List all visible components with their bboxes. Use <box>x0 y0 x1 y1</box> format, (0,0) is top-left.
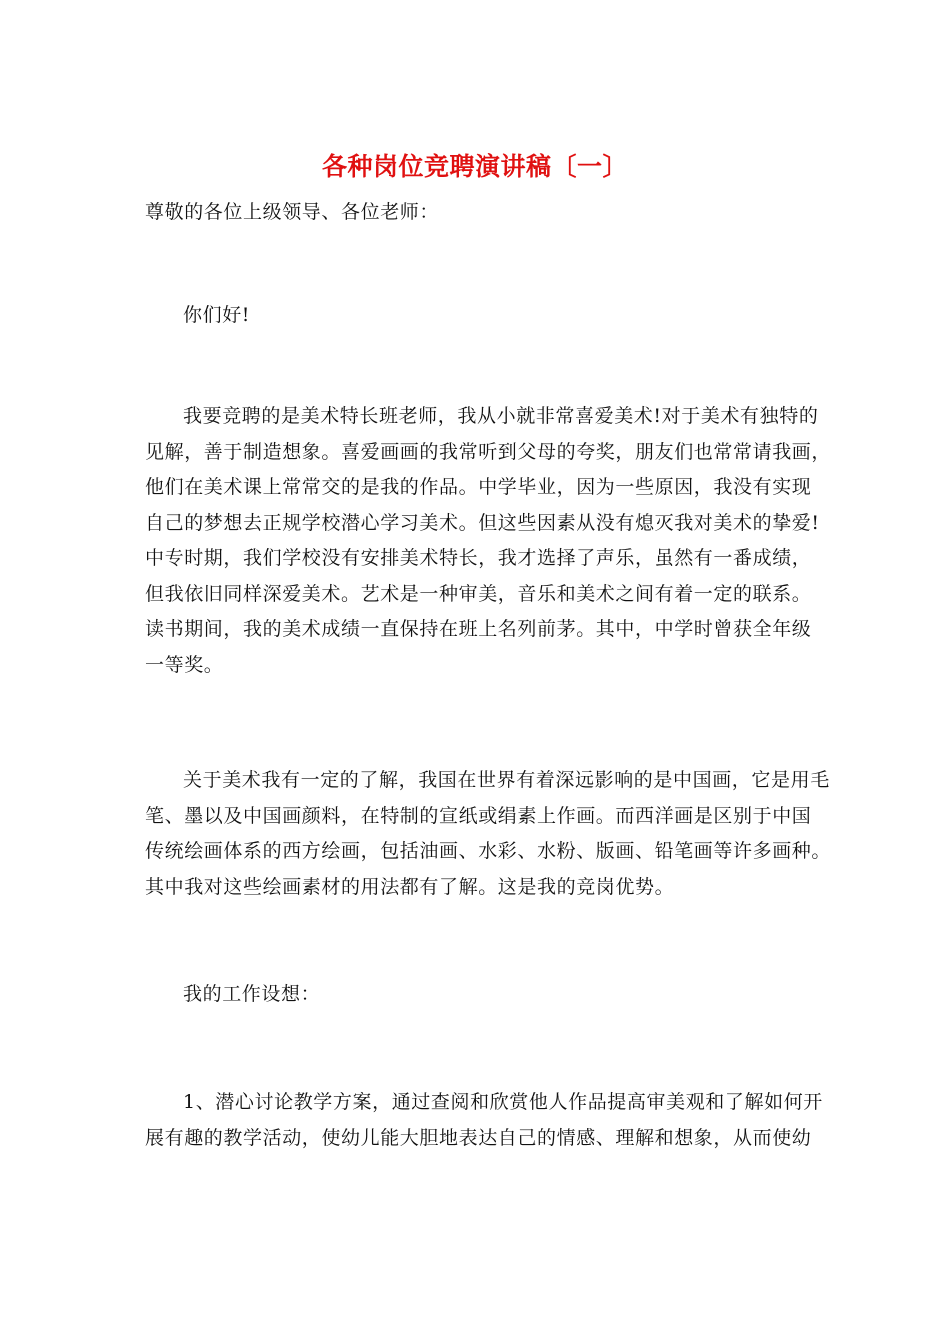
paragraph-line: 传统绘画体系的西方绘画，包括油画、水彩、水粉、版画、铅笔画等许多画种。 <box>145 840 832 862</box>
paragraph-line: 自己的梦想去正规学校潜心学习美术。但这些因素从没有熄灭我对美术的挚爱! <box>145 511 820 534</box>
paragraph-line: 笔、墨以及中国画颜料，在特制的宣纸或绢素上作画。而西洋画是区别于中国 <box>145 804 812 827</box>
document-title: 各种岗位竞聘演讲稿〔一〕 <box>321 152 628 181</box>
paragraph-line: 一等奖。 <box>145 653 224 676</box>
paragraph-line: 中专时期，我们学校没有安排美术特长，我才选择了声乐，虽然有一番成绩， <box>145 547 812 569</box>
paragraph-3 <box>145 1085 823 1156</box>
paragraph-line: 我要竞聘的是美术特长班老师，我从小就非常喜爱美术!对于美术有独特的 <box>183 405 819 427</box>
paragraph-line: 读书期间，我的美术成绩一直保持在班上名列前茅。其中，中学时曾获全年级 <box>145 618 812 640</box>
paragraph-1 <box>145 399 832 683</box>
paragraph-line: 其中我对这些绘画素材的用法都有了解。这是我的竞岗优势。 <box>145 875 675 898</box>
paragraph-line: 展有趣的教学活动，使幼儿能大胆地表达自己的情感、理解和想象，从而使幼 <box>145 1126 812 1149</box>
paragraph-line: 他们在美术课上常常交的是我的作品。中学毕业，因为一些原因，我没有实现 <box>145 476 812 498</box>
greeting: 你们好! <box>183 304 251 326</box>
paragraph-2 <box>145 763 832 905</box>
salutation: 尊敬的各位上级领导、各位老师： <box>145 201 440 223</box>
paragraph-line: 关于美术我有一定的了解，我国在世界有着深远影响的是中国画，它是用毛 <box>183 769 830 791</box>
paragraph-line: 但我依旧同样深爱美术。艺术是一种审美，音乐和美术之间有着一定的联系。 <box>145 582 812 605</box>
paragraph-line: 1、潜心讨论教学方案，通过查阅和欣赏他人作品提高审美观和了解如何开 <box>183 1091 823 1113</box>
paragraph-line: 见解，善于制造想象。喜爱画画的我常听到父母的夸奖，朋友们也常常请我画， <box>145 440 832 463</box>
work-heading: 我的工作设想： <box>183 983 321 1005</box>
